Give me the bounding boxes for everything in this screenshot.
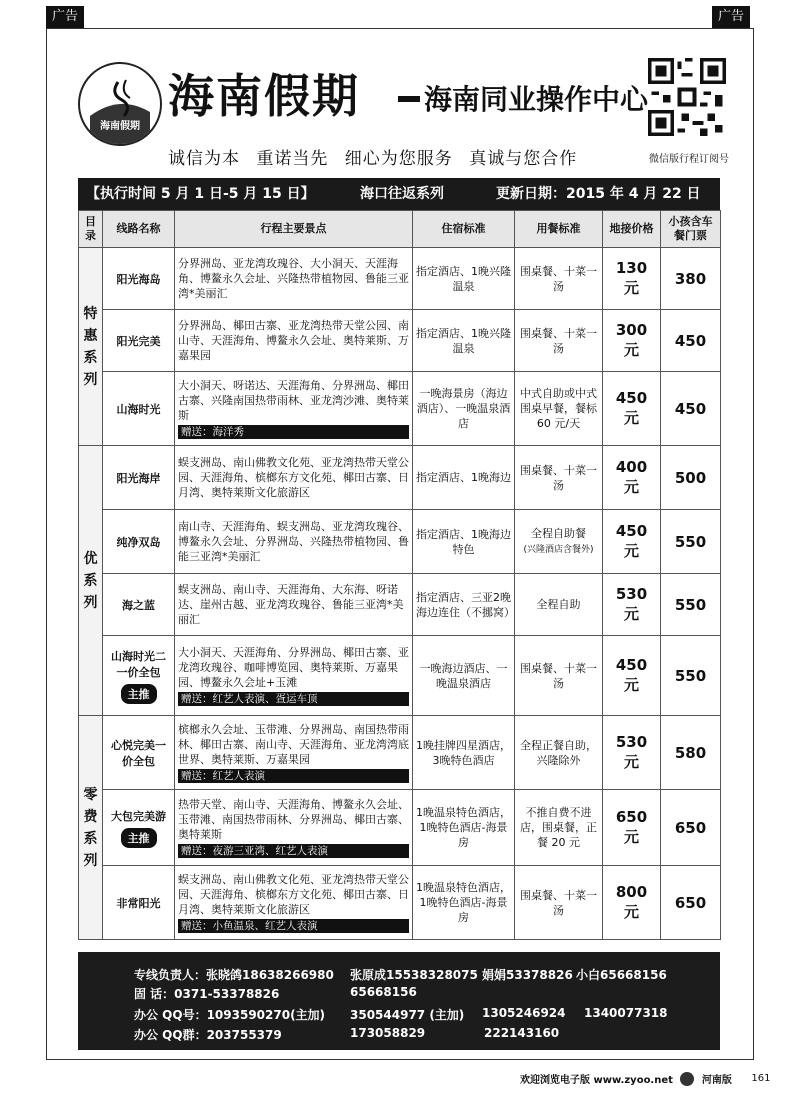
contact-manager: 专线负责人：张晓鸽18638266980 bbox=[134, 968, 334, 982]
contact-qq-4: 1340077318 bbox=[584, 1006, 668, 1020]
table-row bbox=[79, 446, 721, 510]
page-footer bbox=[520, 1071, 770, 1086]
table-header-row bbox=[79, 211, 721, 248]
route-spots: 蜈支洲岛、南山佛教文化苑、亚龙湾热带天堂公园、天涯海角、槟榔东方文化苑、椰田古寨、日月湾、奥特莱斯文化旅游区 bbox=[175, 446, 413, 510]
contact-qq-2: 350544977 (主加) bbox=[350, 1008, 465, 1022]
execution-period: 【执行时间 5 月 1 日-5 月 15 日】 bbox=[86, 186, 315, 202]
route-name: 纯净双岛 bbox=[103, 510, 175, 574]
route-spots: 蜈支洲岛、南山寺、天涯海角、大东海、呀诺达、崖州古越、亚龙湾玫瑰谷、鲁能三亚湾*美丽汇 bbox=[175, 574, 413, 636]
route-meal: 全程自助餐 bbox=[531, 526, 586, 540]
route-meal: 中式自助或中式围桌早餐，餐标 60 元/天 bbox=[515, 372, 603, 446]
route-meal: 围桌餐、十菜一汤 bbox=[515, 248, 603, 310]
logo-emblem-icon bbox=[80, 64, 160, 144]
series-title: 海口往返系列 bbox=[360, 186, 444, 202]
table-row bbox=[79, 636, 721, 716]
route-spots: 大小洞天、天涯海角、分界洲岛、椰田古寨、亚龙湾玫瑰谷、咖啡博览园、奥特莱斯、万嘉果园、博鳌永久会址+玉滩 bbox=[178, 646, 409, 689]
category-premium: 优系列 bbox=[79, 446, 103, 716]
contact-panel bbox=[78, 952, 720, 1050]
route-kid-price: 450 bbox=[661, 372, 721, 446]
col-route: 线路名称 bbox=[103, 211, 175, 248]
col-category: 目录 bbox=[79, 211, 103, 248]
route-meal: 围桌餐、十菜一汤 bbox=[515, 866, 603, 940]
route-price: 450 元 bbox=[603, 636, 661, 716]
route-name: 心悦完美一价全包 bbox=[103, 716, 175, 790]
route-price: 650 元 bbox=[603, 790, 661, 866]
route-name: 海之蓝 bbox=[103, 574, 175, 636]
route-spots-cell bbox=[175, 716, 413, 790]
route-name: 阳光完美 bbox=[103, 310, 175, 372]
contact-manager-2: 张原成15538328075 bbox=[350, 968, 478, 982]
slogan: 诚信为本 重诺当先 细心为您服务 真诚与您合作 bbox=[168, 149, 578, 169]
route-hotel: 1晚温泉特色酒店，1晚特色酒店-海景房 bbox=[413, 790, 515, 866]
footer-edition: 河南版 bbox=[701, 1075, 732, 1086]
route-price: 800 元 bbox=[603, 866, 661, 940]
contact-manager-4: 小白65668156 bbox=[576, 968, 667, 982]
route-meal: 围桌餐、十菜一汤 bbox=[515, 310, 603, 372]
route-price: 450 元 bbox=[603, 510, 661, 574]
col-kid: 小孩含车餐门票 bbox=[661, 211, 721, 248]
route-meal: 围桌餐、十菜一汤 bbox=[515, 446, 603, 510]
route-meal-cell bbox=[515, 510, 603, 574]
route-kid-price: 650 bbox=[661, 790, 721, 866]
route-spots: 大小洞天、呀诺达、天涯海角、分界洲岛、椰田古寨、兴隆南国热带雨林、亚龙湾沙滩、奥特莱斯 bbox=[178, 379, 409, 422]
route-name: 大包完美游 bbox=[111, 809, 166, 823]
route-kid-price: 580 bbox=[661, 716, 721, 790]
route-spots-cell bbox=[175, 866, 413, 940]
publisher-logo-icon bbox=[680, 1072, 694, 1086]
route-price: 530 元 bbox=[603, 574, 661, 636]
contact-qq-group-3: 222143160 bbox=[484, 1026, 560, 1040]
route-kid-price: 550 bbox=[661, 510, 721, 574]
contact-qq-3: 1305246924 bbox=[482, 1006, 566, 1020]
ad-label-right: 广告 bbox=[712, 6, 750, 28]
route-gift: 赠送：红艺人表演 bbox=[178, 769, 409, 783]
route-spots-cell bbox=[175, 636, 413, 716]
route-spots: 蜈支洲岛、南山佛教文化苑、亚龙湾热带天堂公园、天涯海角、槟榔东方文化苑、椰田古寨、日月湾、奥特莱斯文化旅游区 bbox=[178, 873, 409, 916]
col-price: 地接价格 bbox=[603, 211, 661, 248]
route-name-cell bbox=[103, 790, 175, 866]
qr-caption: 微信版行程订阅号 bbox=[649, 154, 729, 165]
route-spots-cell bbox=[175, 790, 413, 866]
contact-qq: 办公 QQ号：1093590270(主加) bbox=[134, 1008, 326, 1022]
table-row bbox=[79, 866, 721, 940]
brand-subtitle: 海南同业操作中心 bbox=[424, 83, 649, 116]
route-gift: 赠送：夜游三亚湾、红艺人表演 bbox=[178, 844, 409, 858]
route-spots: 热带天堂、南山寺、天涯海角、博鳌永久会址、玉带滩、南国热带雨林、分界洲岛、椰田古寨、奥特莱斯 bbox=[178, 798, 409, 841]
route-gift: 赠送：红艺人表演、疍运车顶 bbox=[178, 692, 409, 706]
route-hotel: 一晚海边酒店、一晚温泉酒店 bbox=[413, 636, 515, 716]
logo-text: 海南假期 bbox=[100, 121, 140, 132]
route-name: 阳光海岸 bbox=[103, 446, 175, 510]
route-hotel: 一晚海景房（海边酒店）、一晚温泉酒店 bbox=[413, 372, 515, 446]
page-number: 161 bbox=[751, 1073, 771, 1084]
update-date: 更新日期：2015 年 4 月 22 日 bbox=[496, 186, 701, 202]
route-name: 山海时光二一价全包 bbox=[111, 649, 166, 679]
route-name-cell bbox=[103, 636, 175, 716]
ad-label-left: 广告 bbox=[46, 6, 84, 28]
brand-logo bbox=[78, 62, 162, 146]
route-meal-note: (兴隆酒店含餐外) bbox=[523, 544, 594, 555]
title-dash bbox=[398, 96, 420, 102]
route-hotel: 指定酒店、1晚兴隆温泉 bbox=[413, 310, 515, 372]
brand-name: 海南假期 bbox=[168, 69, 360, 123]
route-meal: 围桌餐、十菜一汤 bbox=[515, 636, 603, 716]
route-hotel: 1晚挂牌四星酒店，3晚特色酒店 bbox=[413, 716, 515, 790]
table-row bbox=[79, 574, 721, 636]
featured-badge: 主推 bbox=[121, 828, 157, 848]
qr-code-icon bbox=[648, 58, 726, 136]
contact-phone-2: 65668156 bbox=[350, 985, 417, 999]
route-gift: 赠送：小鱼温泉、红艺人表演 bbox=[178, 919, 409, 933]
route-meal: 全程自助 bbox=[515, 574, 603, 636]
route-price: 300 元 bbox=[603, 310, 661, 372]
route-kid-price: 380 bbox=[661, 248, 721, 310]
route-hotel: 指定酒店、1晚兴隆温泉 bbox=[413, 248, 515, 310]
route-spots-cell bbox=[175, 372, 413, 446]
contact-manager-3: 娟娟53378826 bbox=[482, 968, 573, 982]
featured-badge: 主推 bbox=[121, 684, 157, 704]
route-price: 530 元 bbox=[603, 716, 661, 790]
route-spots: 南山寺、天涯海角、蜈支洲岛、亚龙湾玫瑰谷、博鳌永久会址、分界洲岛、兴隆热带植物园、鲁能三亚湾*美丽汇 bbox=[175, 510, 413, 574]
route-name: 山海时光 bbox=[103, 372, 175, 446]
table-row bbox=[79, 716, 721, 790]
table-row bbox=[79, 248, 721, 310]
route-price: 130 元 bbox=[603, 248, 661, 310]
contact-phone: 固 话：0371-53378826 bbox=[134, 987, 280, 1001]
route-name: 非常阳光 bbox=[103, 866, 175, 940]
route-spots: 槟榔永久会址、玉带滩、分界洲岛、南国热带雨林、椰田古寨、南山寺、天涯海角、亚龙湾湾底世界、奥特莱斯、万嘉果园 bbox=[178, 723, 409, 766]
col-spots: 行程主要景点 bbox=[175, 211, 413, 248]
schedule-header-bar bbox=[78, 178, 720, 210]
route-hotel: 指定酒店、三亚2晚海边连住（不挪窝） bbox=[413, 574, 515, 636]
contact-qq-group-2: 173058829 bbox=[350, 1026, 426, 1040]
route-meal: 全程正餐自助，兴隆除外 bbox=[515, 716, 603, 790]
col-meal: 用餐标准 bbox=[515, 211, 603, 248]
col-hotel: 住宿标准 bbox=[413, 211, 515, 248]
table-row bbox=[79, 310, 721, 372]
route-spots: 分界洲岛、椰田古寨、亚龙湾热带天堂公园、南山寺、天涯海角、博鳌永久会址、奥特莱斯、万嘉果园 bbox=[175, 310, 413, 372]
route-spots: 分界洲岛、亚龙湾玫瑰谷、大小洞天、天涯海角、博鳌永久会址、兴隆热带植物园、鲁能三亚湾*美丽汇 bbox=[175, 248, 413, 310]
footer-welcome: 欢迎浏览电子版 www.zyoo.net bbox=[520, 1075, 673, 1086]
route-table bbox=[78, 210, 721, 940]
category-zero: 零费系列 bbox=[79, 716, 103, 940]
route-name: 阳光海岛 bbox=[103, 248, 175, 310]
contact-qq-group: 办公 QQ群：203755379 bbox=[134, 1028, 282, 1042]
route-kid-price: 450 bbox=[661, 310, 721, 372]
route-kid-price: 550 bbox=[661, 574, 721, 636]
table-row bbox=[79, 372, 721, 446]
table-row bbox=[79, 790, 721, 866]
route-hotel: 指定酒店、1晚海边 bbox=[413, 446, 515, 510]
category-special: 特惠系列 bbox=[79, 248, 103, 446]
route-kid-price: 550 bbox=[661, 636, 721, 716]
table-row bbox=[79, 510, 721, 574]
route-hotel: 1晚温泉特色酒店，1晚特色酒店-海景房 bbox=[413, 866, 515, 940]
route-price: 400 元 bbox=[603, 446, 661, 510]
route-meal: 不推自费不进店，围桌餐，正餐 20 元 bbox=[515, 790, 603, 866]
route-kid-price: 500 bbox=[661, 446, 721, 510]
route-kid-price: 650 bbox=[661, 866, 721, 940]
route-hotel: 指定酒店、1晚海边特色 bbox=[413, 510, 515, 574]
route-price: 450 元 bbox=[603, 372, 661, 446]
route-gift: 赠送：海洋秀 bbox=[178, 425, 409, 439]
